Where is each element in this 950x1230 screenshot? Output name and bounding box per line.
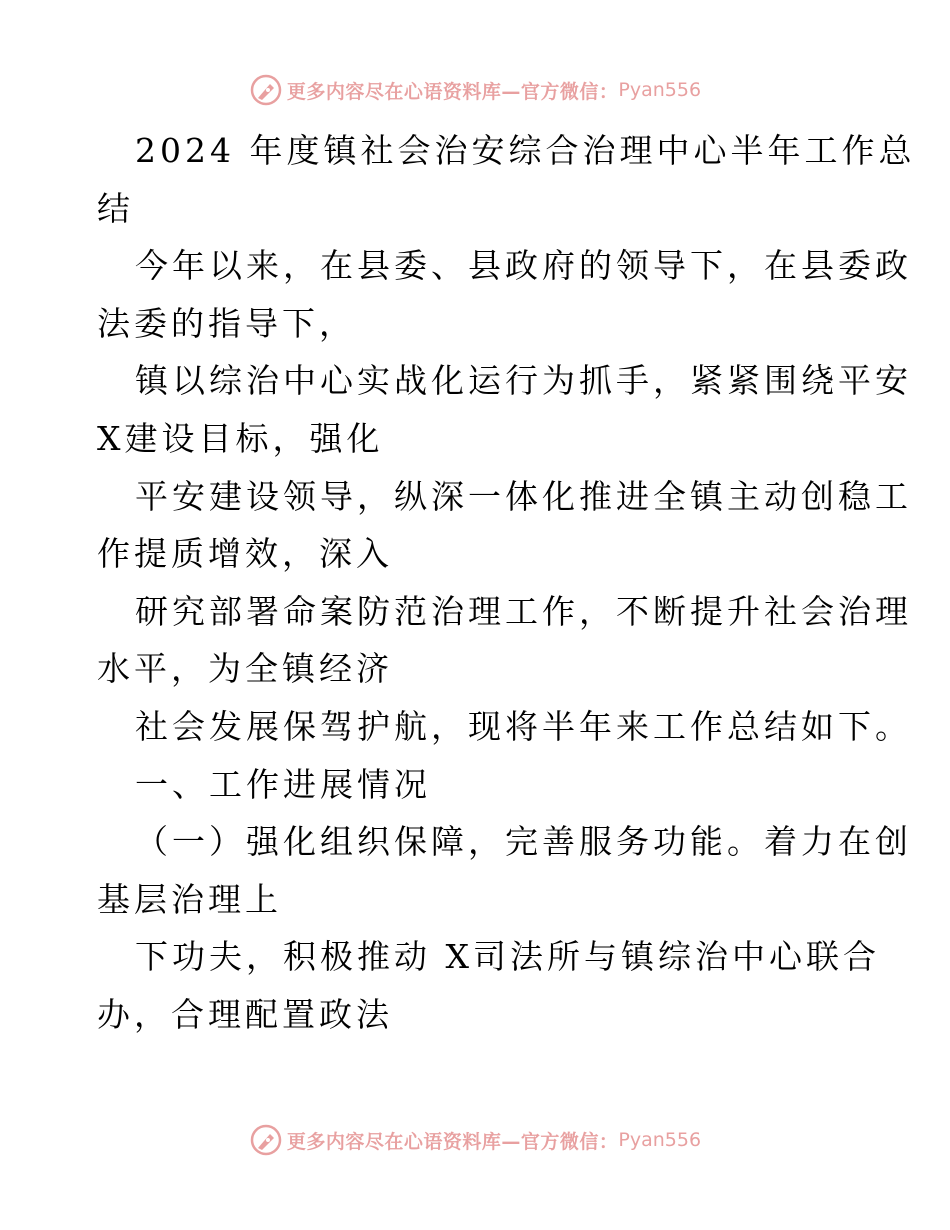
paragraph-line: 今年以来，在县委、县政府的领导下，在县委政 bbox=[135, 246, 912, 286]
paragraph-line: 平安建设领导，纵深一体化推进全镇主动创稳工 bbox=[135, 476, 912, 516]
watermark-text: 更多内容尽在心语资料库—官方微信： bbox=[286, 1130, 619, 1153]
pen-nib-logo-icon bbox=[249, 1123, 283, 1157]
paragraph-line: 研究部署命案防范治理工作，不断提升社会治理 bbox=[135, 591, 912, 631]
document-title-line-1: 2024 年度镇社会治安综合治理中心半年工作总 bbox=[135, 131, 916, 170]
watermark-wechat-id: Pyan556 bbox=[618, 79, 702, 101]
paragraph-line: 法委的指导下， bbox=[97, 303, 356, 343]
subsection-heading-line: （一）强化组织保障，完善服务功能。着力在创 bbox=[135, 822, 912, 862]
footer-watermark bbox=[0, 1120, 950, 1160]
paragraph-line: 镇以综治中心实战化运行为抓手，紧紧围绕平安 bbox=[135, 361, 912, 401]
pen-nib-logo-icon bbox=[249, 73, 283, 107]
section-heading: 一、工作进展情况 bbox=[135, 764, 431, 804]
document-title-line-2: 结 bbox=[97, 188, 134, 228]
paragraph-line: 作提质增效，深入 bbox=[97, 534, 393, 574]
paragraph-line: 下功夫，积极推动 X司法所与镇综治中心联合 bbox=[135, 937, 880, 977]
header-watermark bbox=[0, 70, 950, 110]
watermark-text: 更多内容尽在心语资料库—官方微信： bbox=[286, 80, 619, 103]
watermark-wechat-id: Pyan556 bbox=[618, 1129, 702, 1151]
paragraph-line: X建设目标，强化 bbox=[97, 418, 384, 458]
paragraph-line: 社会发展保驾护航，现将半年来工作总结如下。 bbox=[135, 706, 912, 746]
paragraph-line: 水平，为全镇经济 bbox=[97, 649, 393, 689]
paragraph-line: 办，合理配置政法 bbox=[97, 994, 393, 1034]
document-body bbox=[97, 122, 916, 1044]
paragraph-line: 基层治理上 bbox=[97, 879, 282, 919]
